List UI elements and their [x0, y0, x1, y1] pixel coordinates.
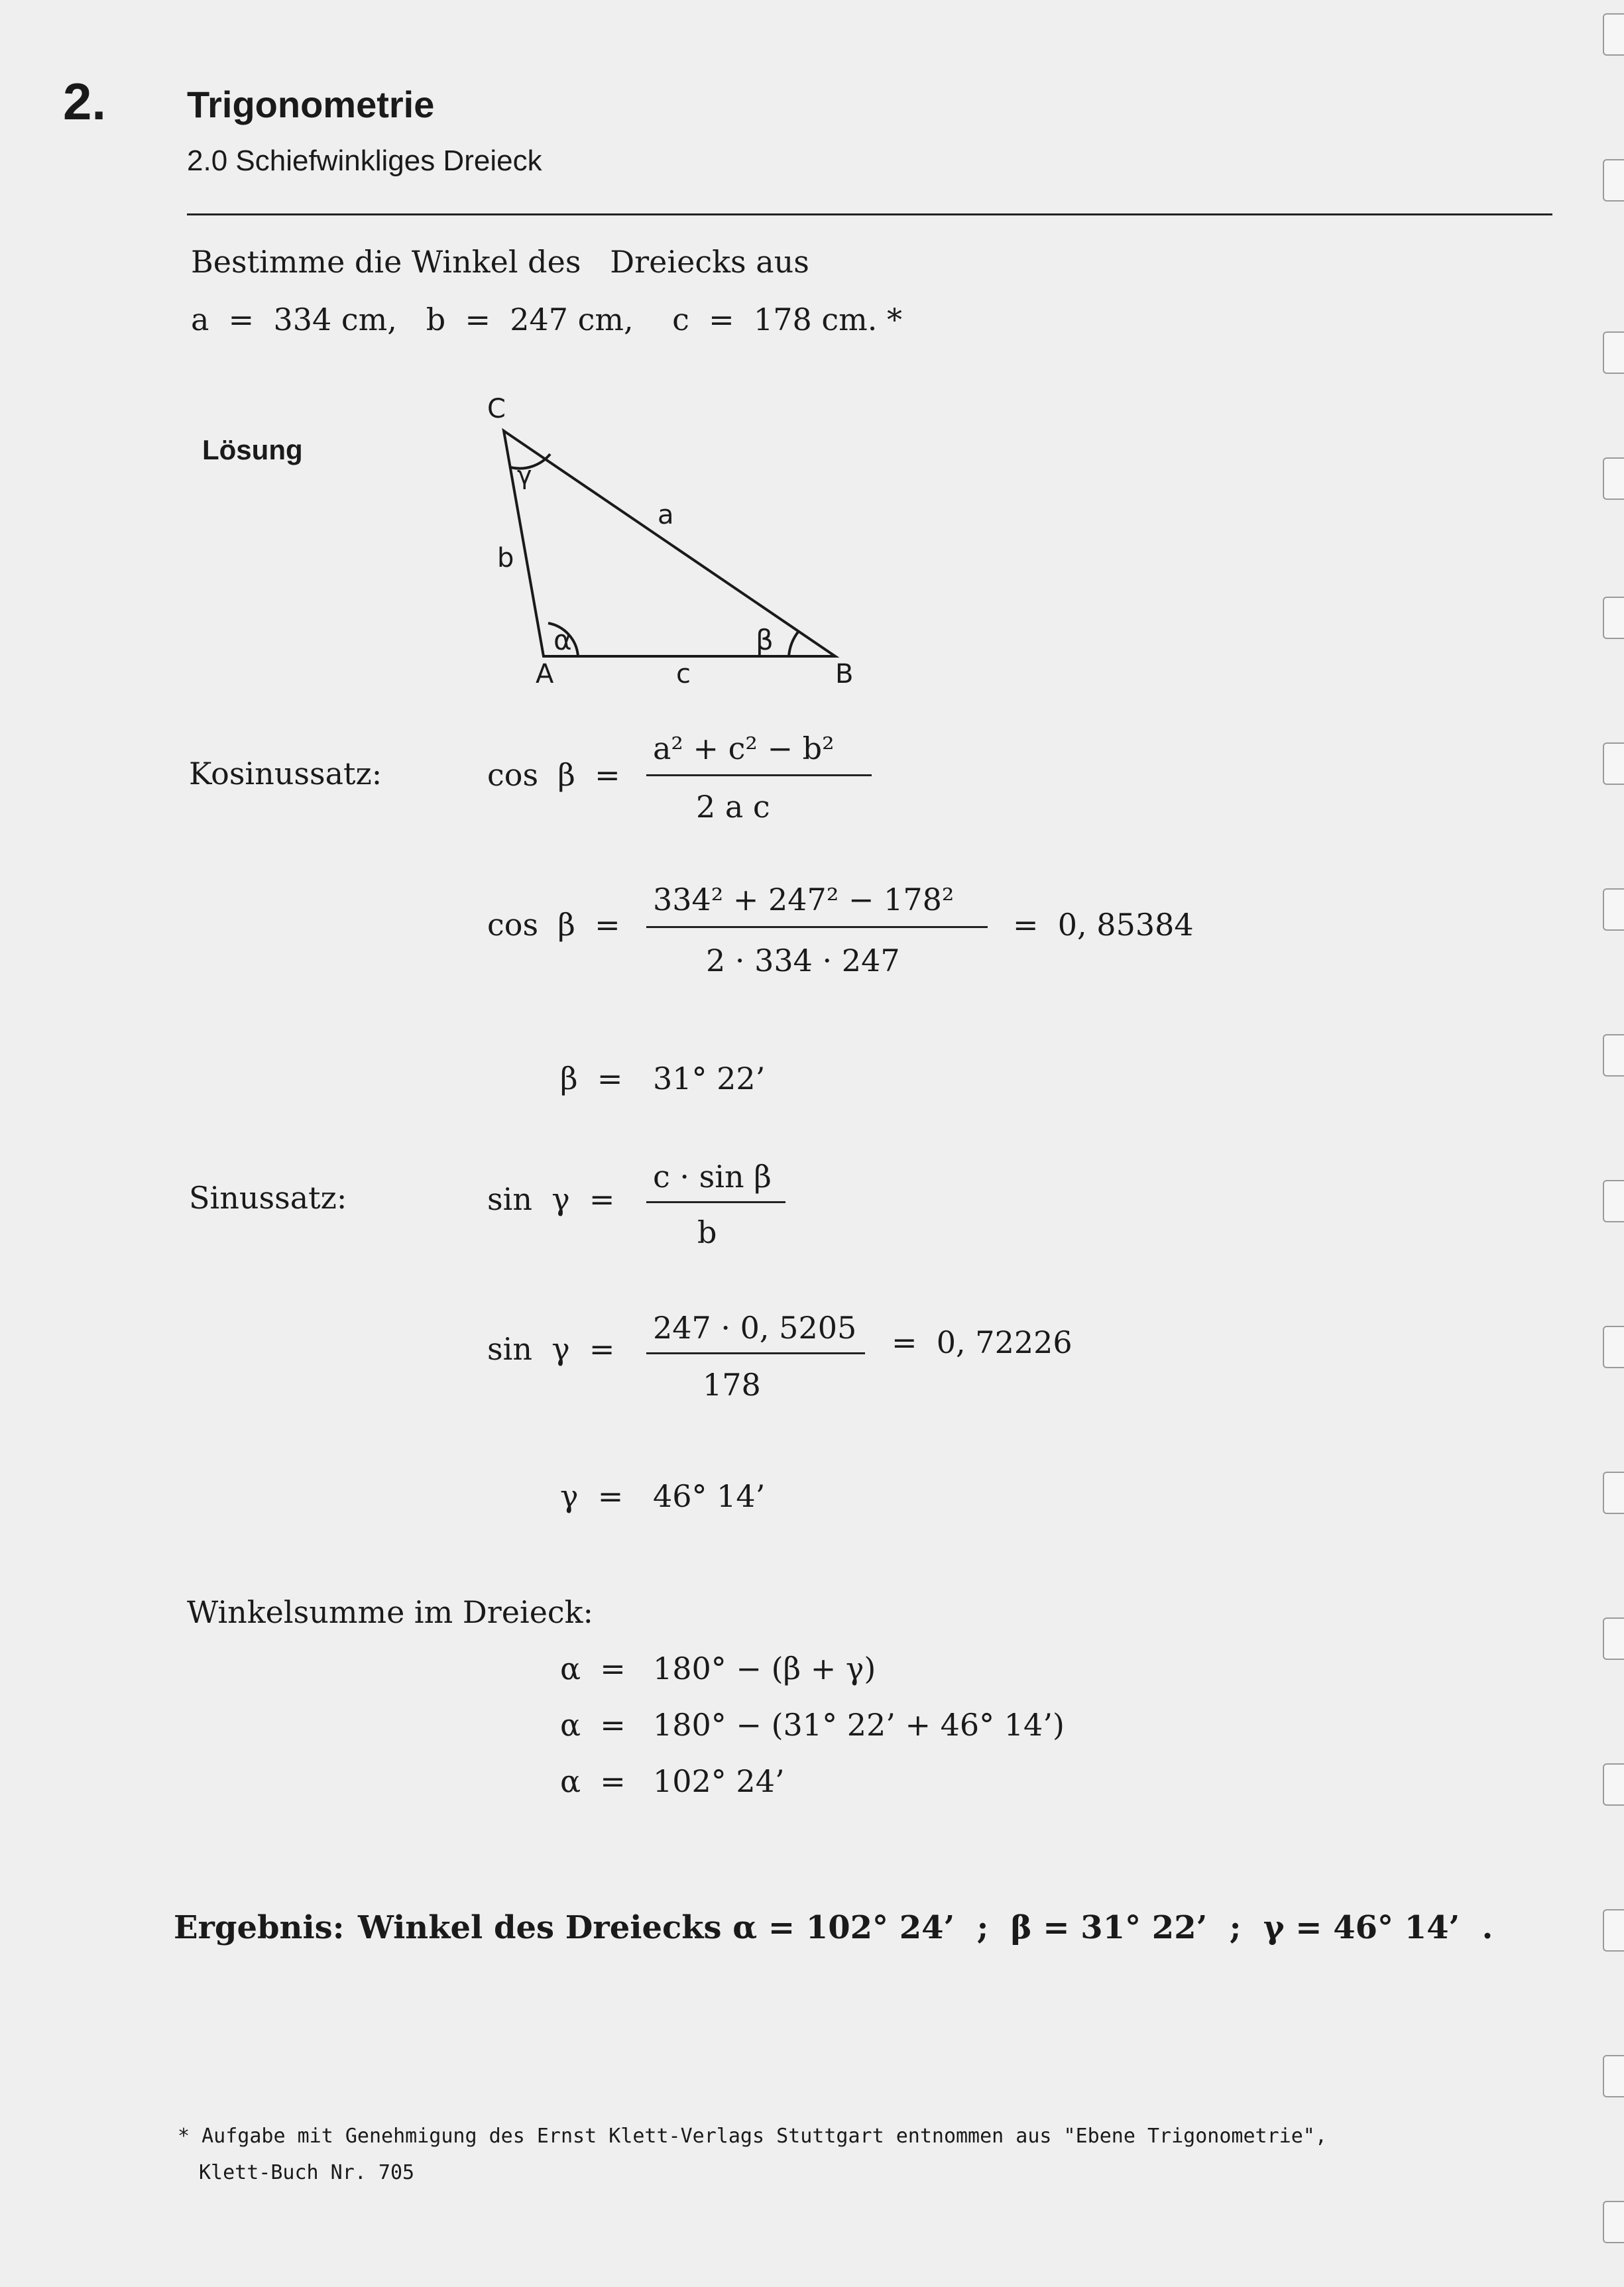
- cosine-formula-fraction-bar: [646, 774, 872, 776]
- sine-subst-denominator: 178: [703, 1367, 761, 1403]
- sine-subst-result: = 0, 72226: [892, 1324, 1073, 1360]
- footnote-line-2: Klett-Buch Nr. 705: [199, 2161, 415, 2184]
- result-text: Winkel des Dreiecks α = 102° 24’ ; β = 31° 22’ ; γ = 46° 14’ .: [358, 1909, 1493, 1946]
- angle-sum-label: Winkelsumme im Dreieck:: [187, 1594, 594, 1630]
- vertex-a-label: A: [536, 659, 554, 689]
- gamma-result-value: 46° 14’: [653, 1478, 766, 1514]
- angle-sum-line3-rhs: 102° 24’: [653, 1763, 785, 1799]
- cosine-formula-lhs: cos β =: [487, 757, 620, 793]
- cosine-formula-denominator: 2 a c: [696, 789, 770, 825]
- beta-arc: [789, 631, 799, 656]
- margin-tabs: [1584, 0, 1624, 2287]
- alpha-label: α: [553, 624, 572, 656]
- sine-law-label: Sinussatz:: [189, 1180, 347, 1216]
- side-b-label: b: [497, 543, 514, 573]
- gamma-label: γ: [517, 461, 532, 490]
- task-line-2: a = 334 cm, b = 247 cm, c = 178 cm. *: [191, 302, 902, 337]
- side-a-label: a: [658, 500, 674, 530]
- sine-formula-numerator: c · sin β: [653, 1159, 772, 1195]
- beta-label: β: [756, 624, 774, 656]
- beta-result-lhs: β =: [560, 1061, 623, 1096]
- gamma-result-lhs: γ =: [560, 1478, 624, 1514]
- solution-label: Lösung: [202, 434, 303, 465]
- side-c-label: c: [676, 659, 691, 689]
- angle-sum-line2-rhs: 180° − (31° 22’ + 46° 14’): [653, 1707, 1065, 1743]
- cosine-formula-numerator: a² + c² − b²: [653, 731, 835, 766]
- chapter-title: Trigonometrie: [187, 84, 435, 125]
- cosine-subst-denominator: 2 · 334 · 247: [706, 943, 900, 978]
- header-divider: [187, 213, 1552, 215]
- vertex-c-label: C: [487, 394, 506, 424]
- sine-formula-fraction-bar: [646, 1201, 785, 1203]
- angle-sum-line2-lhs: α =: [560, 1707, 626, 1743]
- cosine-subst-numerator: 334² + 247² − 178²: [653, 882, 955, 917]
- footnote-line-1: * Aufgabe mit Genehmigung des Ernst Klett-Verlags Stuttgart entnommen aus "Ebene Trigonometrie",: [178, 2125, 1327, 2148]
- sine-formula-lhs: sin γ =: [487, 1181, 615, 1217]
- beta-result-value: 31° 22’: [653, 1061, 766, 1096]
- triangle-diagram: [464, 384, 888, 689]
- angle-sum-line1-lhs: α =: [560, 1651, 626, 1686]
- sine-subst-lhs: sin γ =: [487, 1331, 615, 1367]
- sine-formula-denominator: b: [697, 1214, 717, 1250]
- cosine-subst-lhs: cos β =: [487, 907, 620, 943]
- angle-sum-line3-lhs: α =: [560, 1763, 626, 1799]
- cosine-law-label: Kosinussatz:: [189, 756, 382, 792]
- section-title: 2.0 Schiefwinkliges Dreieck: [187, 145, 542, 177]
- task-line-1: Bestimme die Winkel des Dreiecks aus: [191, 244, 809, 280]
- result-label: Ergebnis:: [174, 1909, 345, 1946]
- cosine-subst-result: = 0, 85384: [1013, 907, 1194, 943]
- vertex-b-label: B: [835, 659, 854, 689]
- chapter-number: 2.: [63, 72, 107, 131]
- sine-subst-numerator: 247 · 0, 5205: [653, 1310, 857, 1346]
- angle-sum-line1-rhs: 180° − (β + γ): [653, 1651, 876, 1686]
- sine-subst-fraction-bar: [646, 1352, 865, 1354]
- triangle-shape: [504, 431, 835, 656]
- cosine-subst-fraction-bar: [646, 926, 988, 928]
